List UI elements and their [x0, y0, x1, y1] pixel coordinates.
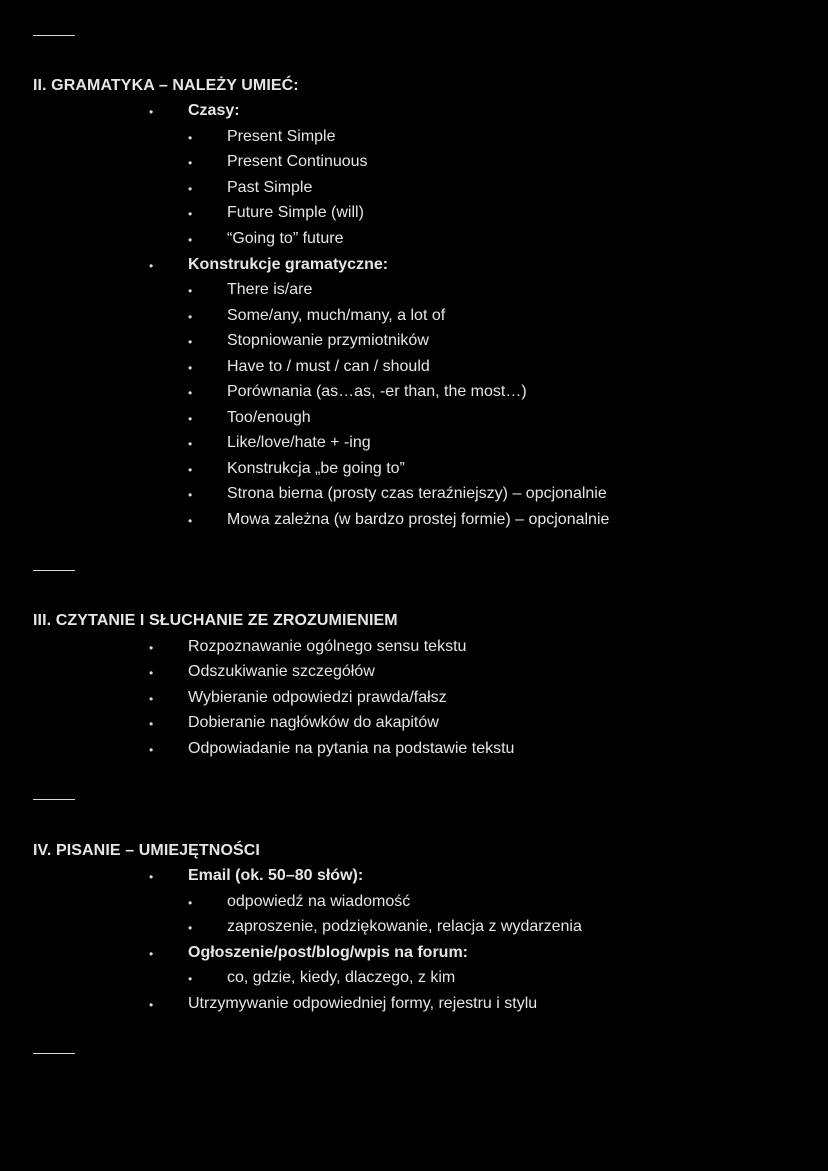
list-item: Odpowiadanie na pytania na podstawie tekstu — [188, 740, 515, 757]
bullet-icon: • — [188, 335, 193, 349]
bullet-icon: • — [188, 156, 193, 170]
bullet-icon: • — [188, 412, 193, 426]
separator-rule — [33, 35, 75, 36]
list-item: Mowa zależna (w bardzo prostej formie) – opcjonalnie — [227, 511, 610, 528]
bullet-icon: • — [188, 182, 193, 196]
bullet-icon: • — [149, 259, 154, 273]
list-item: odpowiedź na wiadomość — [227, 893, 411, 910]
list-item: Stopniowanie przymiotników — [227, 332, 429, 349]
list-item: Future Simple (will) — [227, 204, 364, 221]
separator-rule — [33, 570, 75, 571]
list-item: Too/enough — [227, 409, 311, 426]
bullet-icon: • — [188, 131, 193, 145]
constructions-label: Konstrukcje gramatyczne: — [188, 256, 389, 273]
bullet-icon: • — [188, 284, 193, 298]
list-item: zaproszenie, podziękowanie, relacja z wydarzenia — [227, 918, 582, 935]
list-item: Odszukiwanie szczegółów — [188, 663, 375, 680]
notice-label: Ogłoszenie/post/blog/wpis na forum: — [188, 944, 469, 961]
bullet-icon: • — [149, 717, 154, 731]
bullet-icon: • — [149, 998, 154, 1012]
bullet-icon: • — [188, 896, 193, 910]
bullet-icon: • — [149, 947, 154, 961]
list-item: Strona bierna (prosty czas teraźniejszy) – opcjonalnie — [227, 485, 607, 502]
list-item: Have to / must / can / should — [227, 358, 430, 375]
bullet-icon: • — [149, 666, 154, 680]
list-item: Utrzymywanie odpowiedniej formy, rejestru i stylu — [188, 995, 538, 1012]
bullet-icon: • — [149, 105, 154, 119]
bullet-icon: • — [188, 386, 193, 400]
bullet-icon: • — [188, 233, 193, 247]
reading-heading: III. CZYTANIE I SŁUCHANIE ZE ZROZUMIENIEM — [33, 612, 398, 629]
bullet-icon: • — [188, 514, 193, 528]
list-item: “Going to” future — [227, 230, 344, 247]
bullet-icon: • — [188, 921, 193, 935]
bullet-icon: • — [188, 207, 193, 221]
bullet-icon: • — [188, 488, 193, 502]
bullet-icon: • — [188, 463, 193, 477]
bullet-icon: • — [149, 870, 154, 884]
separator-rule — [33, 1053, 75, 1054]
list-item: Some/any, much/many, a lot of — [227, 307, 446, 324]
list-item: Konstrukcja „be going to” — [227, 460, 405, 477]
list-item: Porównania (as…as, -er than, the most…) — [227, 383, 527, 400]
list-item: Dobieranie nagłówków do akapitów — [188, 714, 439, 731]
bullet-icon: • — [149, 692, 154, 706]
list-item: Present Continuous — [227, 153, 368, 170]
email-label: Email (ok. 50–80 słów): — [188, 867, 364, 884]
bullet-icon: • — [188, 310, 193, 324]
writing-heading: IV. PISANIE – UMIEJĘTNOŚCI — [33, 842, 260, 859]
list-item: Past Simple — [227, 179, 313, 196]
bullet-icon: • — [188, 972, 193, 986]
tenses-label: Czasy: — [188, 102, 240, 119]
list-item: Present Simple — [227, 128, 336, 145]
bullet-icon: • — [188, 437, 193, 451]
list-item: co, gdzie, kiedy, dlaczego, z kim — [227, 969, 456, 986]
list-item: Rozpoznawanie ogólnego sensu tekstu — [188, 638, 467, 655]
list-item: There is/are — [227, 281, 313, 298]
list-item: Wybieranie odpowiedzi prawda/fałsz — [188, 689, 447, 706]
bullet-icon: • — [149, 641, 154, 655]
separator-rule — [33, 799, 75, 800]
list-item: Like/love/hate + -ing — [227, 434, 371, 451]
bullet-icon: • — [188, 361, 193, 375]
grammar-heading: II. GRAMATYKA – NALEŻY UMIEĆ: — [33, 77, 299, 94]
bullet-icon: • — [149, 743, 154, 757]
